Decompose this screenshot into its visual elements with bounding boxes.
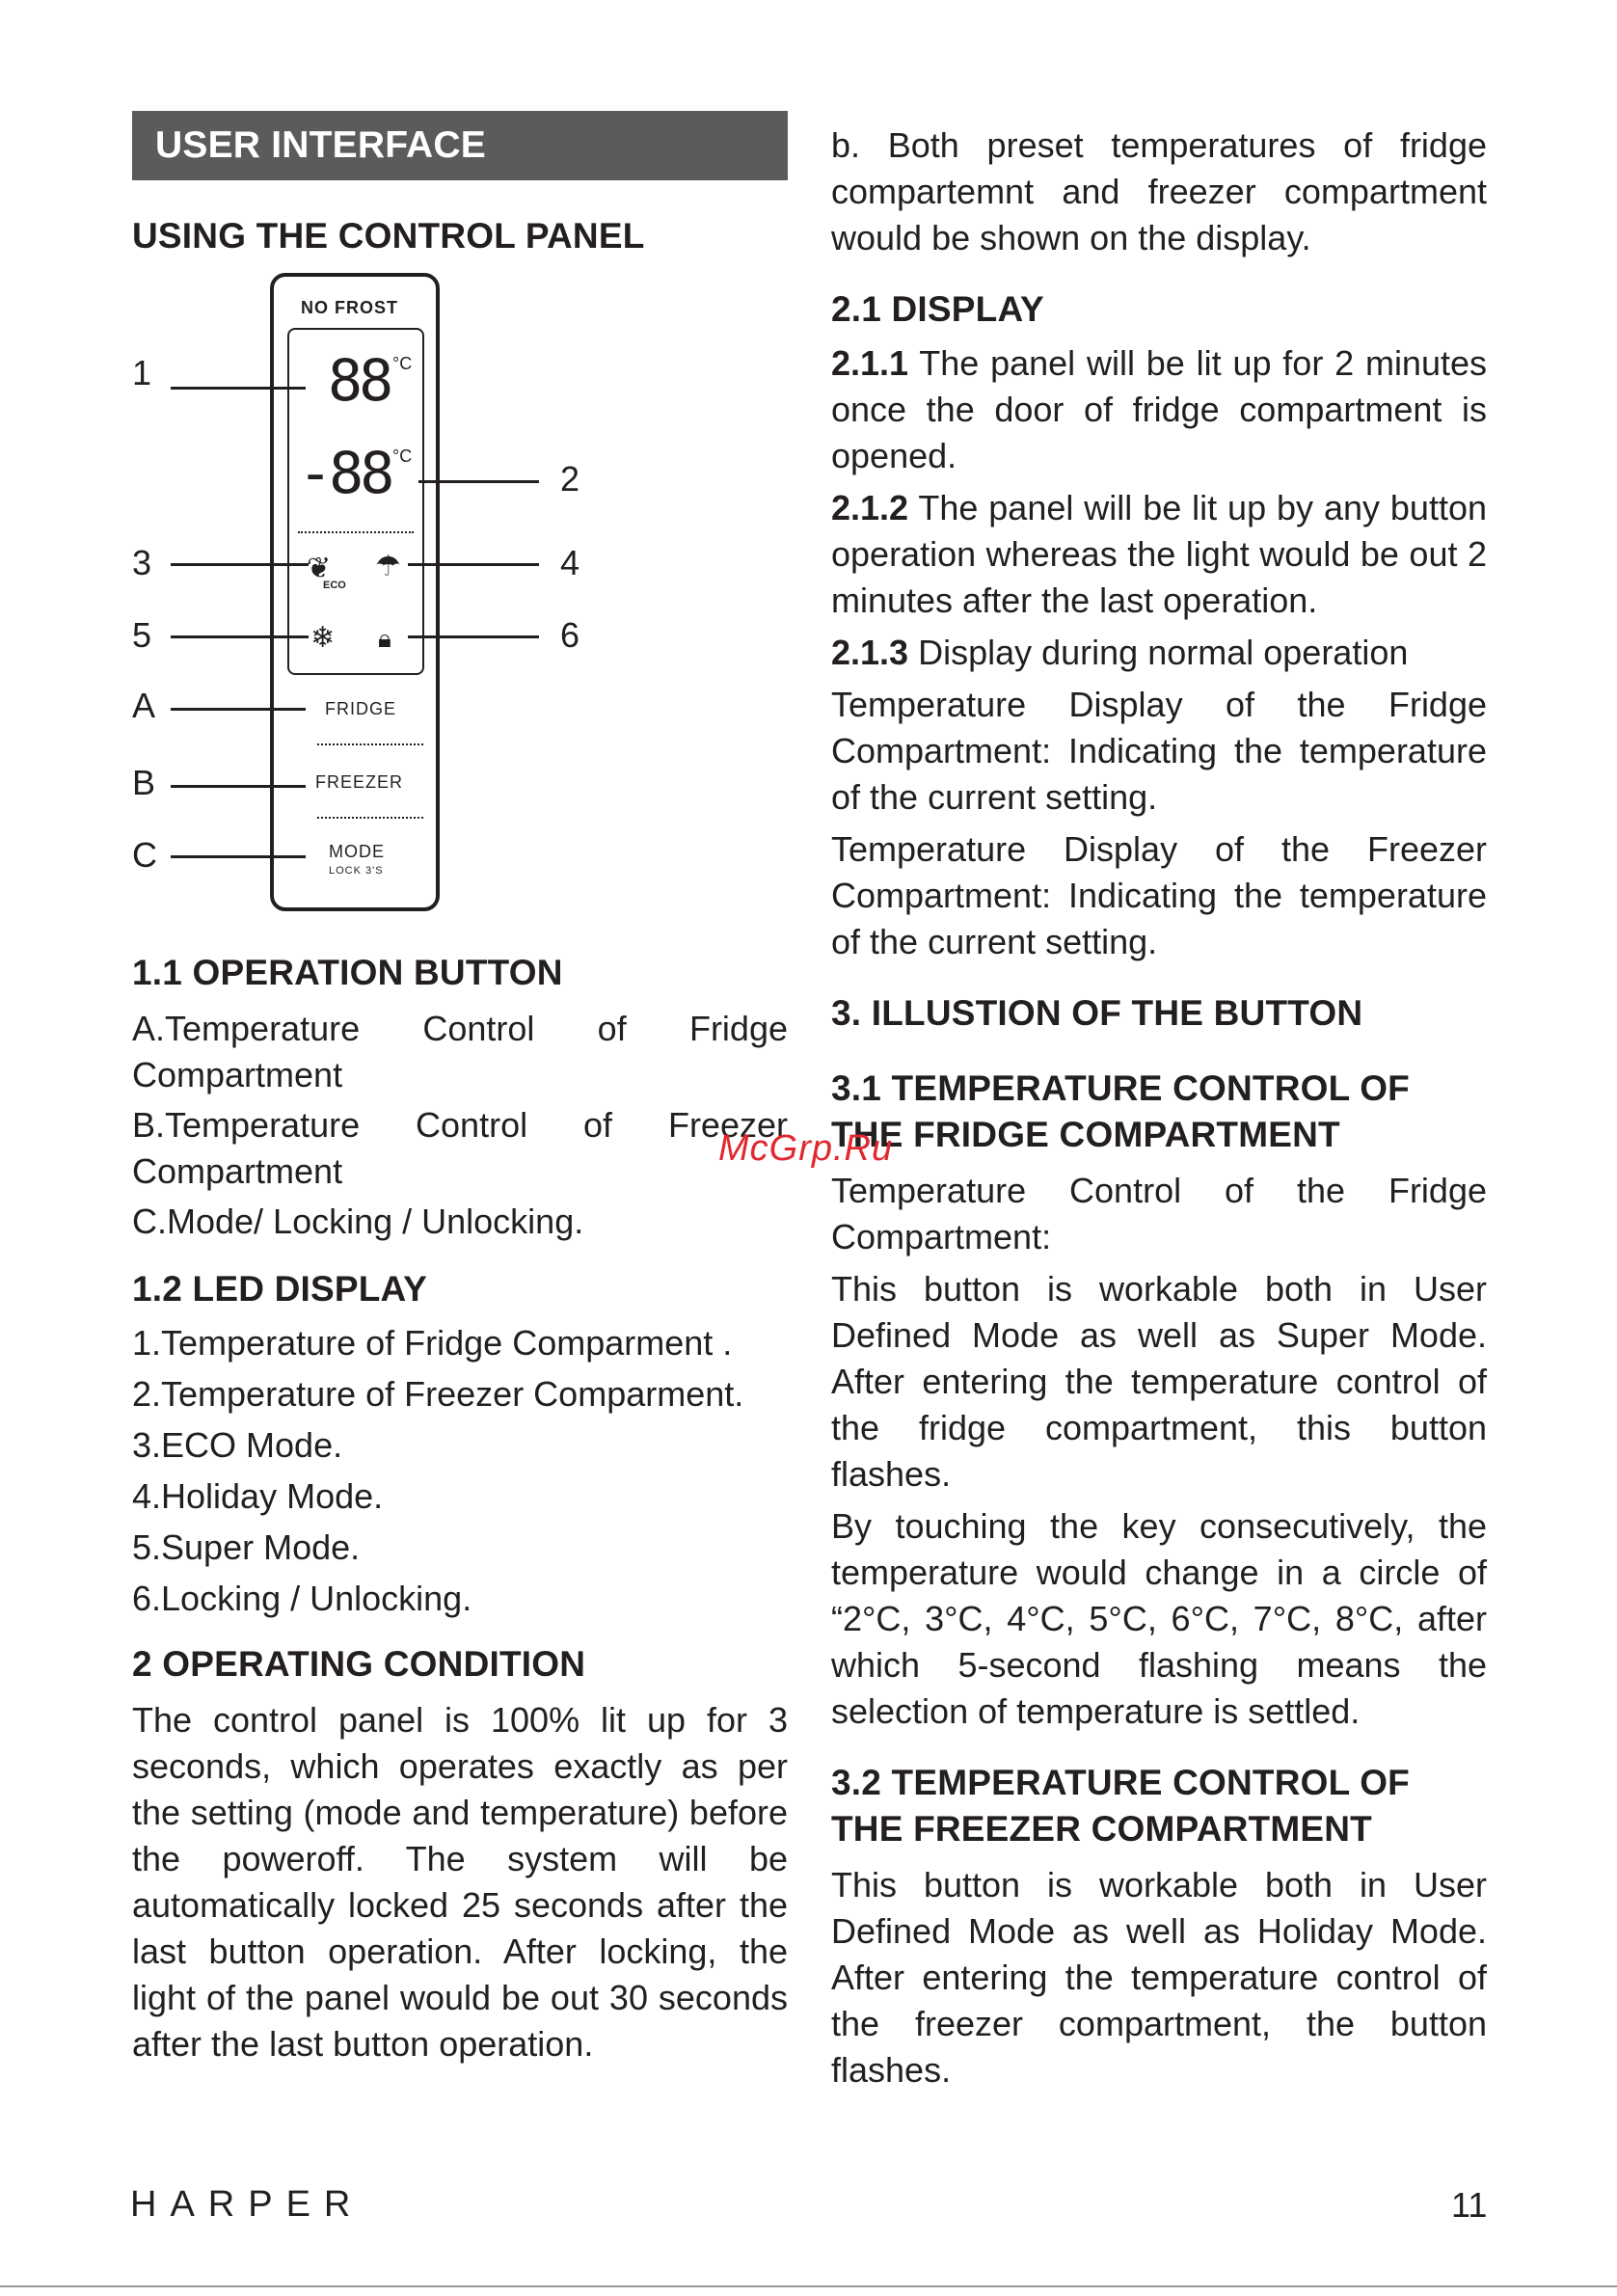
clause-number: 2.1.3 xyxy=(831,633,909,672)
led-item: 2.Temperature of Freezer Comparment. xyxy=(132,1374,744,1414)
leader-c xyxy=(171,855,306,858)
freezer-control-text: This button is workable both in User Defined Mode as well as Holiday Mode. After entering the temperature control of the freezer compartment, the button flashes. xyxy=(831,1865,1487,2090)
screen-divider xyxy=(298,531,414,533)
callout-c: C xyxy=(132,835,157,875)
leader-b xyxy=(171,785,306,788)
display-213 xyxy=(831,630,1487,676)
holiday-umbrella-icon: ☂ xyxy=(375,551,401,582)
clause-number: 2.1.1 xyxy=(831,343,909,383)
leader-2 xyxy=(418,480,539,483)
clause-text: The panel will be lit up for 2 minutes once the door of fridge compartment is opened. xyxy=(831,343,1488,475)
clause-text: Display during normal operation xyxy=(918,633,1409,672)
display-211 xyxy=(831,340,1487,479)
fridge-control-heading: 3.1 TEMPERATURE CONTROL OF THE FRIDGE COMPARTMENT xyxy=(831,1068,1410,1154)
fridge-display-text: Temperature Display of the Fridge Compartment: Indicating the temperature of the current setting. xyxy=(831,685,1487,817)
leader-6 xyxy=(408,635,539,638)
page-bottom-rule xyxy=(0,2285,1617,2287)
watermark: McGrp.Ru xyxy=(718,1128,894,1169)
leader-1 xyxy=(171,387,306,390)
led-item: 1.Temperature of Fridge Comparment . xyxy=(132,1323,733,1363)
clause-number: 2.1.2 xyxy=(831,488,909,527)
callout-5: 5 xyxy=(132,615,152,655)
callout-a: A xyxy=(132,686,156,725)
freezer-control-heading: 3.2 TEMPERATURE CONTROL OF THE FREEZER COMPARTMENT xyxy=(831,1763,1410,1849)
leader-a xyxy=(171,708,306,711)
operation-item-a: A.Temperature Control of Fridge Compartment xyxy=(132,1009,788,1094)
callout-2: 2 xyxy=(560,459,580,499)
fridge-temp-digits: 88 xyxy=(328,347,391,415)
operating-condition-body: The control panel is 100% lit up for 3 seconds, which operates exactly as per the setting (mode and temperature) before the poweroff. The system will be automatically locked 25 seconds after the last button operation. After locking, the light of the panel would be out 30 seconds after the last button operation. xyxy=(132,1700,788,2064)
no-frost-label: NO FROST xyxy=(301,298,398,317)
freezer-temp-digits: -88 xyxy=(298,440,391,507)
button-divider xyxy=(317,817,423,819)
clause-text: The panel will be lit up by any button operation whereas the light would be out 2 minutes after the last operation. xyxy=(831,488,1487,620)
mode-button-label: MODE xyxy=(329,842,385,861)
operating-condition-heading: 2 OPERATING CONDITION xyxy=(132,1644,586,1684)
fridge-control-subtitle: Temperature Control of the Fridge Compartment: xyxy=(831,1171,1487,1256)
callout-4: 4 xyxy=(560,543,580,582)
led-item: 6.Locking / Unlocking. xyxy=(132,1579,472,1618)
freezer-display-text: Temperature Display of the Freezer Compartment: Indicating the temperature of the current setting. xyxy=(831,829,1487,961)
harper-logo: HARPER xyxy=(130,2184,364,2225)
operation-button-heading: 1.1 OPERATION BUTTON xyxy=(132,953,563,992)
fridge-button-label: FRIDGE xyxy=(325,699,397,718)
operation-item-b: B.Temperature Control of Freezer Compartment xyxy=(132,1105,788,1191)
freezer-degree-unit: °C xyxy=(392,446,413,466)
section-banner: USER INTERFACE xyxy=(132,111,788,180)
led-display-list xyxy=(132,1320,788,1622)
left-column xyxy=(132,111,788,2067)
callout-6: 6 xyxy=(560,615,580,655)
lock-icon: 🔒︎ xyxy=(378,624,391,653)
button-divider xyxy=(317,743,423,745)
button-illustration-heading: 3. ILLUSTION OF THE BUTTON xyxy=(831,993,1363,1033)
leader-4 xyxy=(408,563,539,566)
right-column xyxy=(831,122,1487,2093)
callout-b: B xyxy=(132,763,156,802)
led-item: 5.Super Mode. xyxy=(132,1527,361,1567)
lock-hint-label: LOCK 3'S xyxy=(329,865,384,877)
fridge-degree-unit: °C xyxy=(392,354,413,373)
super-mode-snowflake-icon: ❄ xyxy=(310,622,336,654)
led-display-heading: 1.2 LED DISPLAY xyxy=(132,1269,427,1309)
led-item: 4.Holiday Mode. xyxy=(132,1476,384,1516)
callout-1: 1 xyxy=(132,353,152,392)
fridge-control-text-2: By touching the key consecutively, the temperature would change in a circle of “2°C, 3°C, 4°C, 5°C, 6°C, 7°C, 8°C, after which 5-second flashing means the selection of temperature is settled. xyxy=(831,1506,1487,1731)
control-panel-heading: USING THE CONTROL PANEL xyxy=(132,216,645,256)
fridge-control-text-1: This button is workable both in User Defined Mode as well as Super Mode. After entering the temperature control of the fridge compartment, this button flashes. xyxy=(831,1269,1487,1494)
display-heading: 2.1 DISPLAY xyxy=(831,289,1044,329)
leader-3 xyxy=(171,563,309,566)
display-212 xyxy=(831,485,1487,624)
leader-5 xyxy=(171,635,309,638)
control-panel-diagram xyxy=(132,273,788,938)
freezer-button-label: FREEZER xyxy=(315,772,404,792)
eco-leaf-icon: ❦ xyxy=(307,553,332,584)
operation-item-c: C.Mode/ Locking / Unlocking. xyxy=(132,1202,584,1241)
page-number: 11 xyxy=(1451,2185,1488,2225)
preset-temperatures-text: b. Both preset temperatures of fridge compartemnt and freezer compartment would be shown on the display. xyxy=(831,125,1487,257)
eco-label: ECO xyxy=(323,580,346,591)
callout-3: 3 xyxy=(132,543,152,582)
led-item: 3.ECO Mode. xyxy=(132,1425,343,1465)
